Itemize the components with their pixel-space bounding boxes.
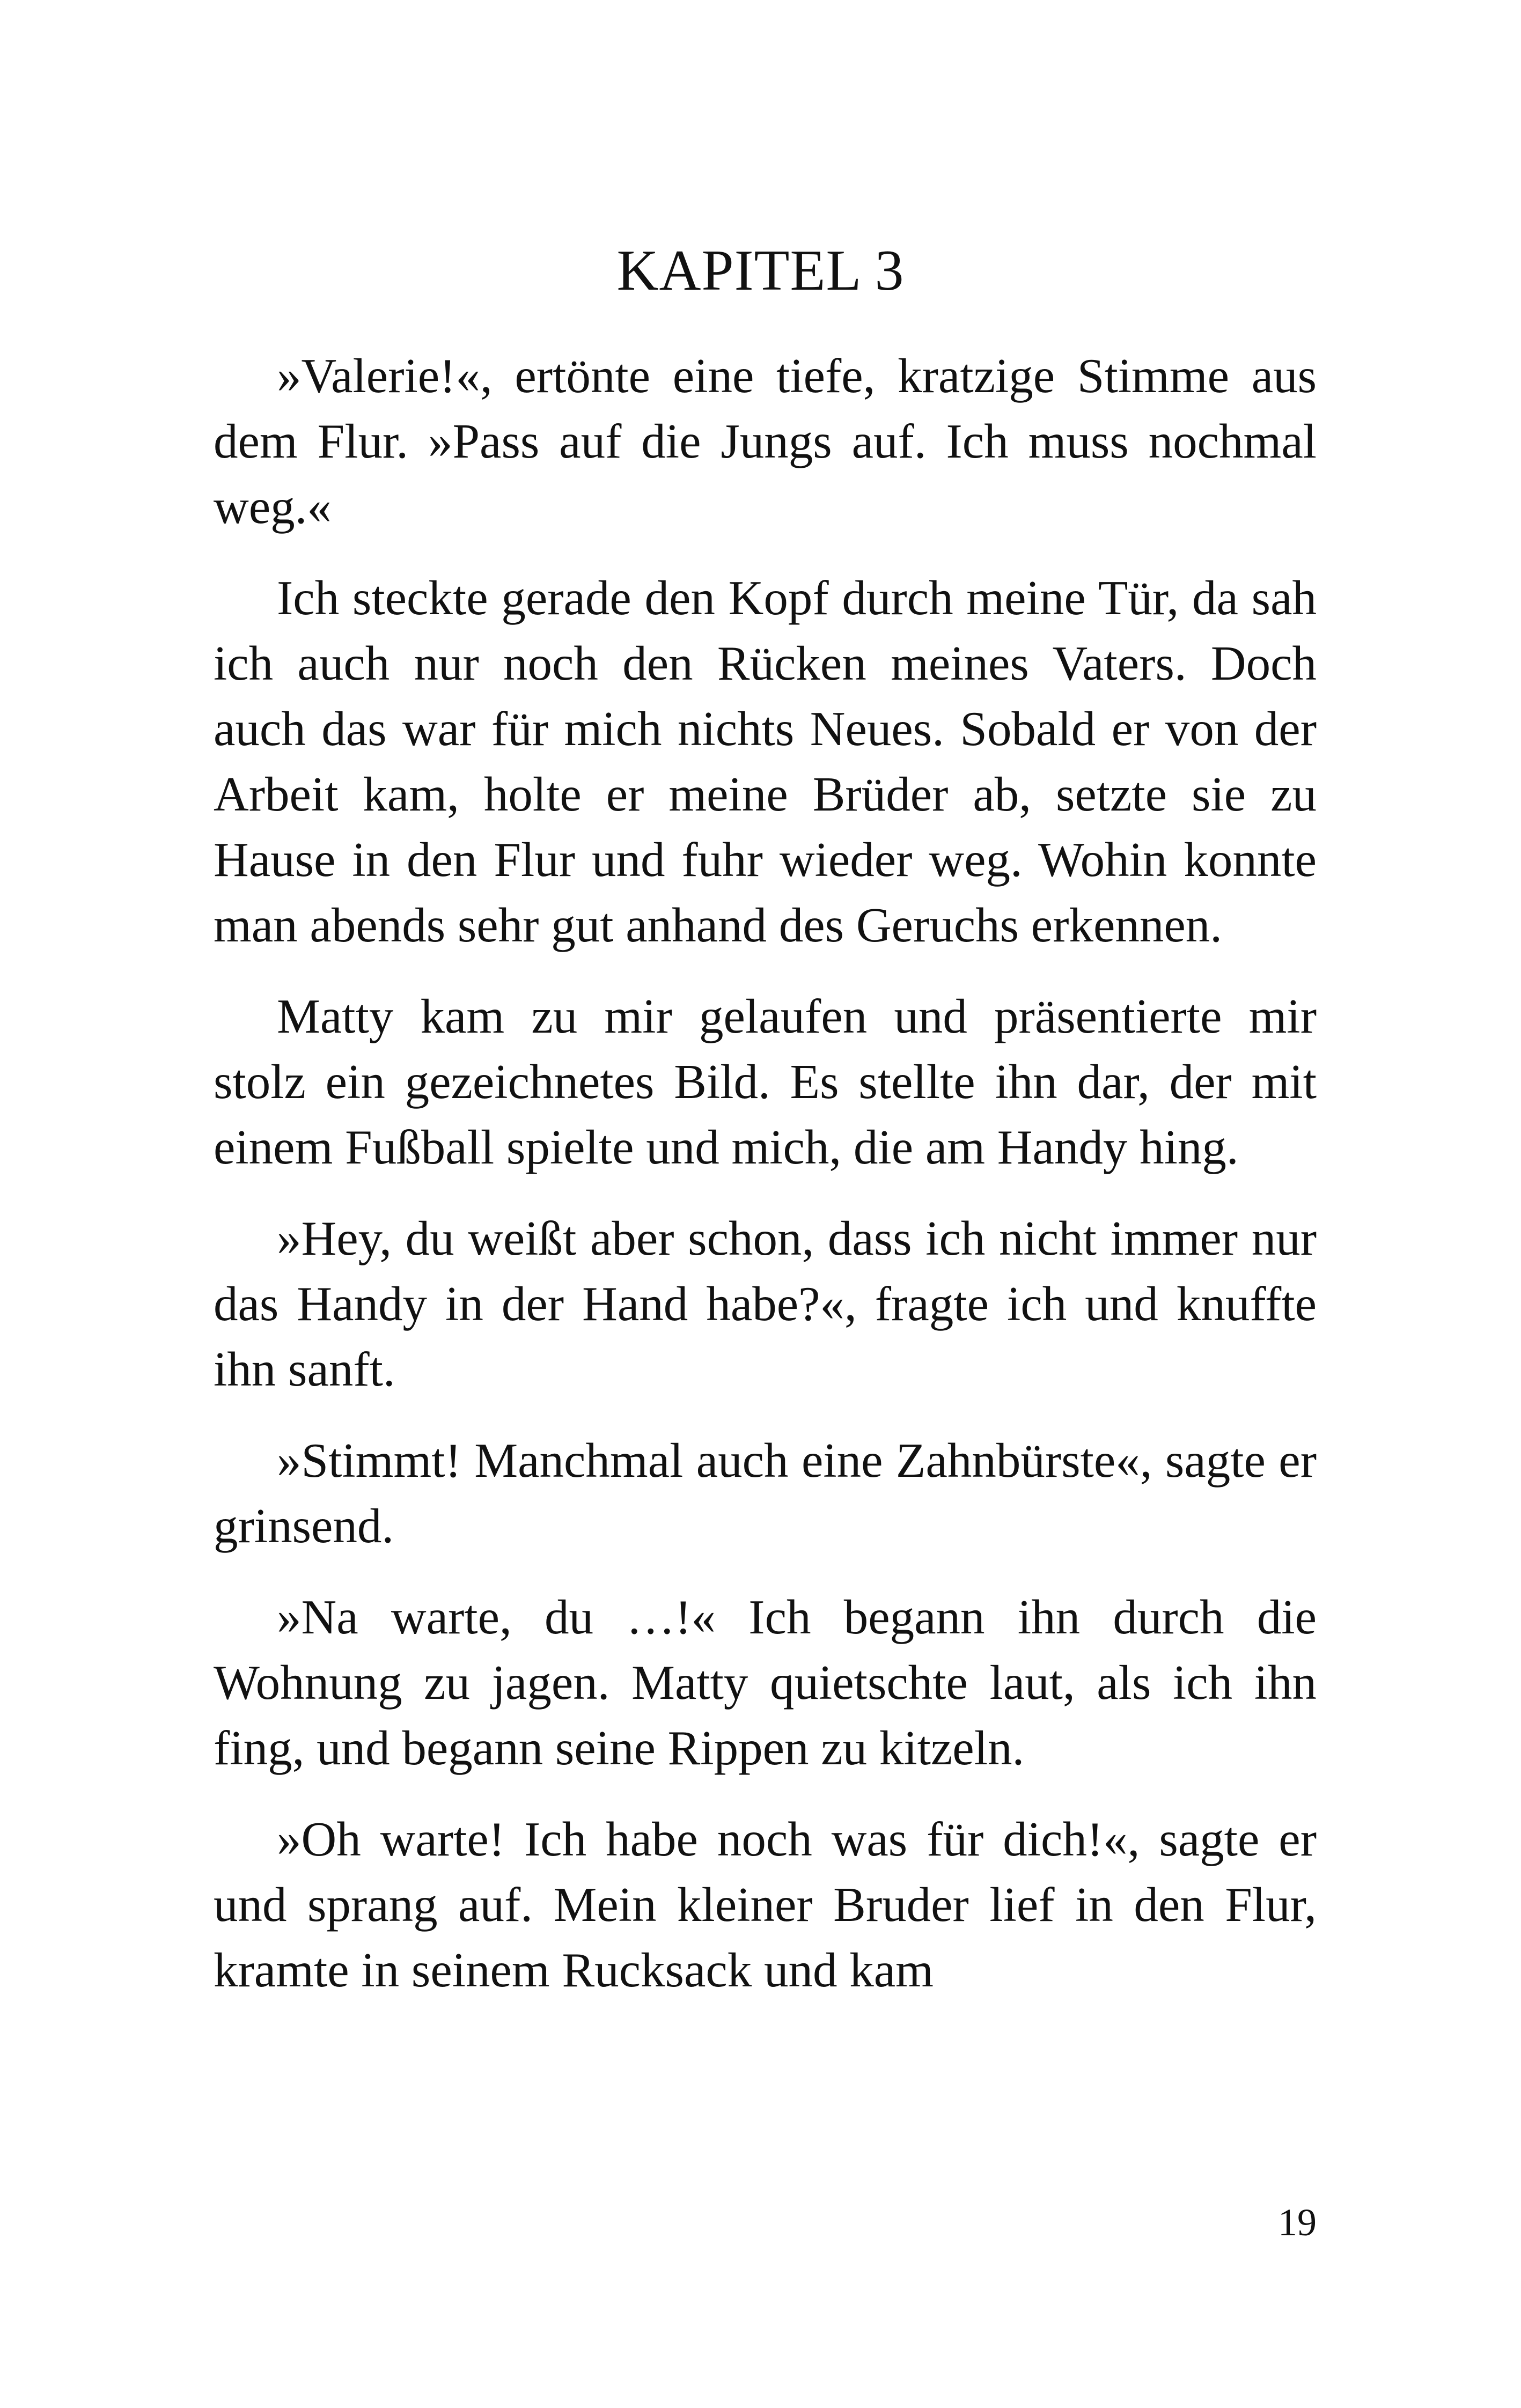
paragraph: »Oh warte! Ich habe noch was für dich!«, sagte er und sprang auf. Mein kleiner Bruder lief in den Flur, kramte in seinem Rucksack und kam [214, 1812, 1317, 1997]
paragraph: »Na warte, du …!« Ich begann ihn durch die Wohnung zu jagen. Matty quietschte laut, als ich ihn fing, und begann seine Rippen zu kitzeln. [214, 1590, 1317, 1775]
paragraph: Ich steckte gerade den Kopf durch meine Tür, da sah ich auch nur noch den Rücken meines Vaters. Doch auch das war für mich nichts Neues. Sobald er von der Arbeit kam, holte er meine Brüder ab, setzte sie zu Hause in den Flur und fuhr wieder weg. Wohin konnte man abends sehr gut anhand des Geruchs erkennen. [214, 571, 1317, 952]
paragraph: »Hey, du weißt aber schon, dass ich nicht immer nur das Handy in der Hand habe?«, fragte ich und knuffte ihn sanft. [214, 1211, 1317, 1396]
chapter-title: KAPITEL 3 [616, 239, 905, 303]
chapter-text [214, 343, 1317, 2029]
paragraph: Matty kam zu mir gelaufen und präsentierte mir stolz ein gezeichnetes Bild. Es stellte ihn dar, der mit einem Fußball spielte und mich, die am Handy hing. [214, 989, 1317, 1174]
paragraph: »Stimmt! Manchmal auch eine Zahnbürste«, sagte er grinsend. [214, 1433, 1317, 1553]
paragraph: »Valerie!«, ertönte eine tiefe, kratzige Stimme aus dem Flur. »Pass auf die Jungs auf. Ich muss nochmal weg.« [214, 349, 1317, 534]
page-number: 19 [1278, 2201, 1317, 2244]
